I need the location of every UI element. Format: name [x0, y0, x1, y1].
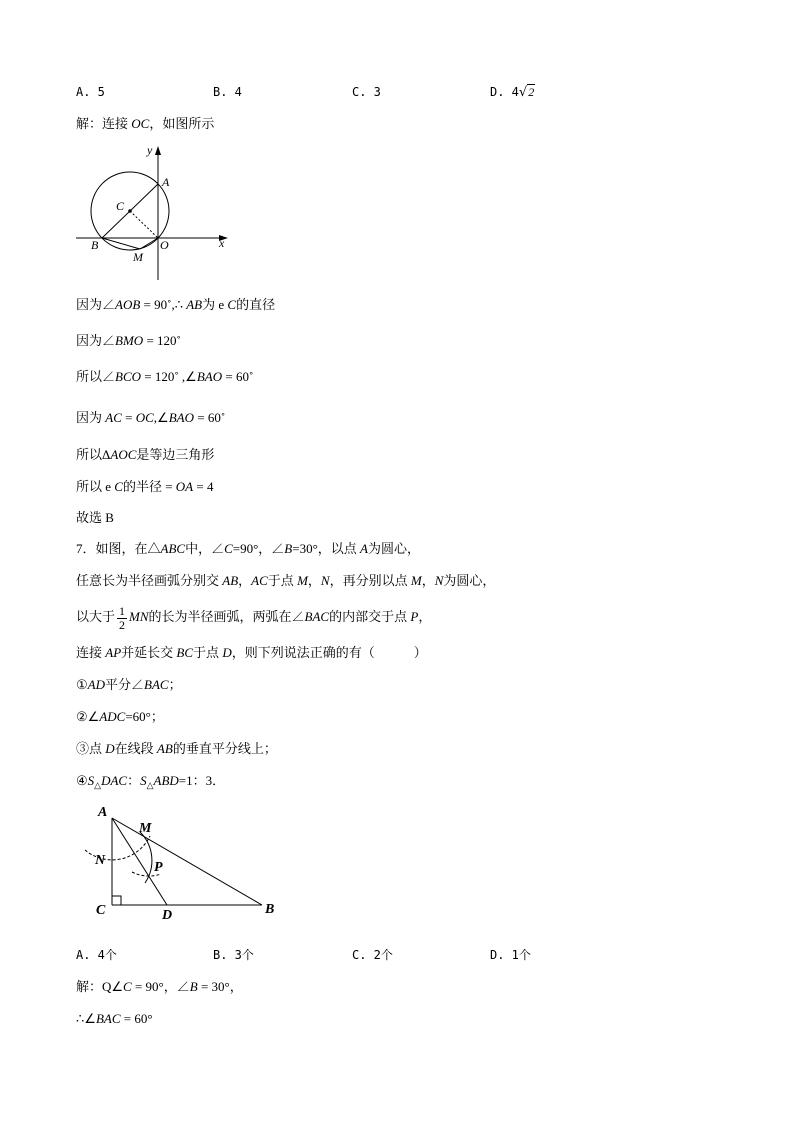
text-segment: ； [168, 677, 182, 692]
math-var: B [284, 541, 293, 556]
label-o: O [160, 238, 169, 252]
fraction-denominator: 2 [119, 617, 126, 632]
q7-option-c: C. 2个 [352, 948, 393, 962]
text-segment: =60°； [125, 709, 164, 724]
subscript-triangle: △ [94, 780, 102, 790]
math-var: AD [87, 677, 105, 692]
text-segment: 的内部交于点 [329, 609, 411, 624]
math-var: P [410, 609, 419, 624]
segment-ab [112, 818, 262, 905]
q6-option-b: B. 4 [213, 85, 242, 99]
text-segment: ， [421, 573, 435, 588]
math-var: BAC [95, 1011, 121, 1026]
math-var: S [140, 773, 147, 788]
text-segment: = 60˚ [193, 410, 226, 425]
math-var: D [105, 741, 115, 756]
text-segment: 所以Δ [76, 447, 111, 462]
sqrt-symbol: √ [518, 85, 528, 100]
text-segment: 于点 [267, 573, 298, 588]
label-p: P [154, 860, 163, 875]
math-var: C [123, 979, 132, 994]
q7-option-a: A. 4个 [76, 948, 117, 962]
math-var: S [87, 773, 95, 788]
solution7-line-2 [76, 1010, 153, 1028]
math-var: OC [135, 410, 154, 425]
text-segment: ， [418, 609, 432, 624]
text-segment: = 90˚,∴ [140, 297, 187, 312]
math-var: MN [129, 609, 149, 624]
math-var: ABD [153, 773, 179, 788]
math-var: BC [176, 645, 194, 660]
text-segment: 为 e [202, 297, 228, 312]
text-segment: ，再分别以点 [329, 573, 411, 588]
text-segment: 的半径 = [122, 479, 176, 494]
math-var: OC [131, 116, 150, 131]
math-var: C [227, 297, 237, 312]
text-segment: 连接 [76, 645, 106, 660]
math-var: BAC [304, 609, 330, 624]
label-n: N [95, 853, 106, 868]
label-a: A [98, 805, 108, 820]
math-var: ABC [160, 541, 186, 556]
math-var: BMO [115, 333, 144, 348]
math-var: A [360, 541, 368, 556]
q6-option-d-prefix: D. 4 [490, 85, 519, 99]
text-segment: =30°，以点 [292, 541, 361, 556]
math-var: BAC [144, 677, 169, 692]
math-var: AC [251, 573, 268, 588]
math-var: AOB [115, 297, 141, 312]
math-var: OA [175, 479, 194, 494]
text-segment: 平分∠ [105, 677, 145, 692]
label-c: C [96, 903, 106, 918]
label-d: D [162, 908, 173, 923]
text-segment: ，如图所示 [149, 116, 215, 131]
text-segment: = 60° [120, 1011, 153, 1026]
text-segment: 解：Q∠ [76, 979, 124, 994]
text-segment: 所以 e [76, 479, 115, 494]
math-var: N [320, 573, 330, 588]
text-segment: 并延长交 [121, 645, 177, 660]
subscript-triangle: △ [146, 780, 154, 790]
text-segment: 的直径 [236, 297, 276, 312]
label-m: M [139, 821, 152, 836]
math-var: C [224, 541, 233, 556]
right-angle-mark [112, 896, 121, 905]
text-segment: = 30°， [197, 979, 243, 994]
text-segment: 因为∠ [76, 297, 116, 312]
label-x: x [219, 236, 225, 250]
solution7-line-1 [76, 978, 243, 996]
text-segment: ， [238, 573, 252, 588]
math-var: N [434, 573, 444, 588]
text-segment: 故选 B [76, 510, 114, 525]
text-segment: =90°，∠ [232, 541, 285, 556]
math-var: AC [105, 410, 122, 425]
text-segment: ,∠ [153, 410, 169, 425]
text-segment: = 120˚ ,∠ [141, 369, 197, 384]
text-segment: =1：3． [178, 773, 226, 788]
text-segment: ③点 [76, 741, 106, 756]
text-segment: ，则下列说法正确的有（ ） [231, 645, 427, 660]
label-b: B [265, 902, 275, 917]
math-var: AB [222, 573, 239, 588]
text-segment: ， [307, 573, 321, 588]
text-segment: 为圆心， [367, 541, 420, 556]
text-segment: 中，∠ [185, 541, 225, 556]
text-segment: 因为∠ [76, 333, 116, 348]
text-segment: 7．如图，在△ [76, 541, 161, 556]
text-segment: 于点 [193, 645, 223, 660]
text-segment: = 60˚ [222, 369, 254, 384]
text-segment: 的长为半径画弧，两弧在∠ [148, 609, 305, 624]
q6-option-c: C. 3 [352, 85, 381, 99]
math-var: BAO [168, 410, 194, 425]
text-segment: 是等边三角形 [136, 447, 215, 462]
text-segment: ① [76, 677, 88, 692]
text-segment: 解：连接 [76, 116, 132, 131]
text-segment: = [121, 410, 136, 425]
math-var: AB [186, 297, 203, 312]
text-segment: 在线段 [114, 741, 157, 756]
text-segment: ②∠ [76, 709, 100, 724]
math-var: M [410, 573, 422, 588]
text-segment: = 90°，∠ [131, 979, 190, 994]
text-segment: 因为 [76, 410, 106, 425]
math-var: AB [156, 741, 173, 756]
math-var: BAO [196, 369, 223, 384]
text-segment: ： [127, 773, 141, 788]
q7-option-b: B. 3个 [213, 948, 254, 962]
sqrt-radicand: 2 [528, 85, 535, 99]
math-var: ADC [99, 709, 126, 724]
fraction-numerator: 1 [119, 603, 126, 618]
text-segment: 以大于 [76, 609, 116, 624]
text-segment: ④ [76, 773, 88, 788]
text-segment: 为圆心， [443, 573, 496, 588]
math-var: M [297, 573, 308, 588]
math-var: BCO [115, 369, 142, 384]
math-var: B [189, 979, 198, 994]
text-segment: = 4 [193, 479, 214, 494]
text-segment: 任意长为半径画弧分别交 [76, 573, 223, 588]
math-var: DAC [101, 773, 128, 788]
q7-option-d: D. 1个 [490, 948, 531, 962]
math-var: AOC [110, 447, 137, 462]
label-c: C [116, 199, 125, 213]
label-b: B [91, 238, 99, 252]
label-a: A [162, 175, 170, 189]
text-segment: 的垂直平分线上； [172, 741, 277, 756]
text-segment: = 120˚ [143, 333, 181, 348]
math-var: AP [105, 645, 122, 660]
math-var: C [114, 479, 123, 494]
text-segment: 所以∠ [76, 369, 116, 384]
math-var: D [222, 645, 232, 660]
label-y: y [147, 143, 153, 157]
label-m: M [133, 250, 143, 264]
text-segment: ∴∠ [76, 1011, 96, 1026]
q6-option-a: A. 5 [76, 85, 105, 99]
